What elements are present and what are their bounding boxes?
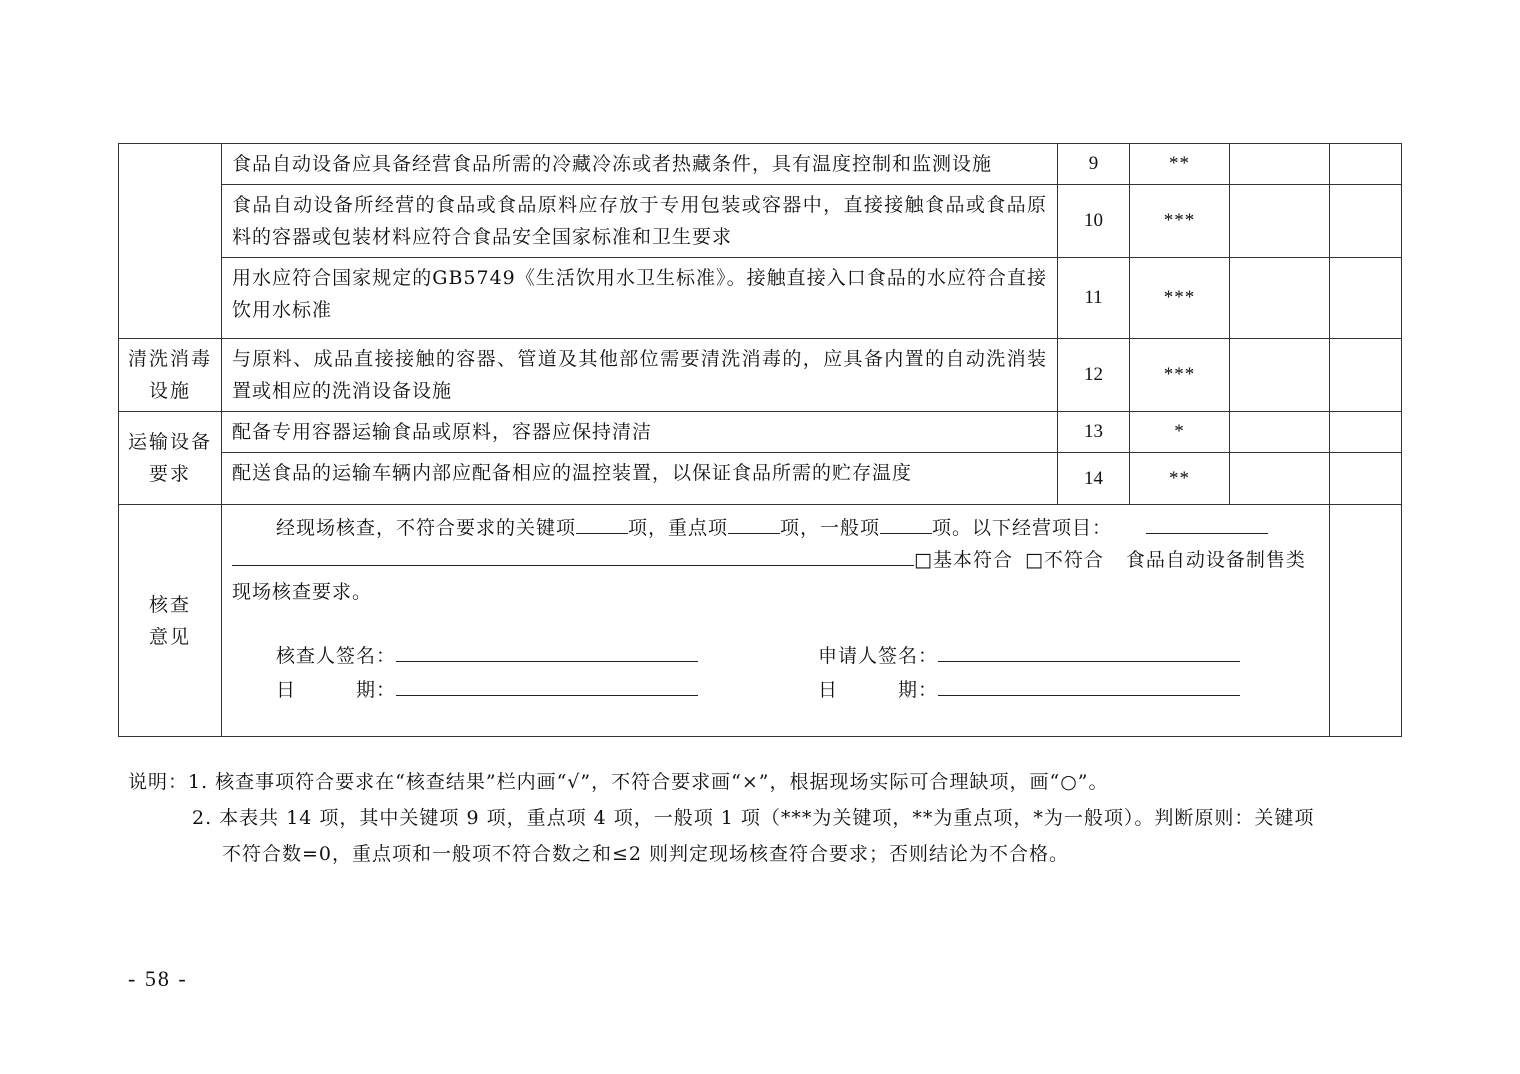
result-cell[interactable] bbox=[1230, 258, 1330, 339]
result-cell[interactable] bbox=[1230, 339, 1330, 412]
item-number: 14 bbox=[1058, 453, 1130, 505]
item-number: 10 bbox=[1058, 185, 1130, 258]
requirement-cell: 食品自动设备应具备经营食品所需的冷藏冷冻或者热藏条件，具有温度控制和监测设施 bbox=[222, 144, 1058, 185]
result-cell[interactable] bbox=[1230, 453, 1330, 505]
applicant-date-label: 日 期： bbox=[818, 679, 939, 701]
table-row bbox=[119, 453, 1402, 505]
inspection-table bbox=[118, 143, 1402, 737]
note-line-3: 不符合数=0，重点项和一般项不符合数之和≤2 则判定现场核查符合要求；否则结论为不合格。 bbox=[222, 843, 1070, 865]
noncompliance-checkbox[interactable]: □不符合 bbox=[1024, 549, 1104, 571]
opinion-line bbox=[276, 513, 1268, 540]
opinion-cell bbox=[222, 505, 1330, 737]
opinion-text: 食品自动设备制售类 bbox=[1125, 549, 1306, 571]
item-number: 13 bbox=[1058, 412, 1130, 453]
inspector-date-label: 日 期： bbox=[276, 679, 397, 701]
opinion-line bbox=[232, 545, 1322, 572]
item-number: 11 bbox=[1058, 258, 1130, 339]
key-item-count-field[interactable] bbox=[576, 513, 628, 534]
importance-level: *** bbox=[1130, 339, 1230, 412]
opinion-row bbox=[119, 505, 1402, 737]
result-cell[interactable] bbox=[1230, 185, 1330, 258]
opinion-label: 核查意见 bbox=[119, 505, 222, 737]
remark-cell[interactable] bbox=[1330, 412, 1402, 453]
table-row bbox=[119, 144, 1402, 185]
category-cell: 清洗消毒设施 bbox=[119, 339, 222, 412]
category-cell bbox=[119, 144, 222, 339]
note-line-2: 2. 本表共 14 项，其中关键项 9 项，重点项 4 项，一般项 1 项（***为关键项，**为重点项，*为一般项）。判断原则：关键项 bbox=[192, 807, 1315, 829]
table-row bbox=[119, 258, 1402, 339]
applicant-signature-field[interactable] bbox=[938, 641, 1240, 662]
table-row bbox=[119, 185, 1402, 258]
remark-cell[interactable] bbox=[1330, 258, 1402, 339]
note-line-1: 说明：1. 核查事项符合要求在“核查结果”栏内画“√”，不符合要求画“×”，根据现场实际可合理缺项，画“○”。 bbox=[128, 771, 1109, 793]
requirement-cell: 配备专用容器运输食品或原料，容器应保持清洁 bbox=[222, 412, 1058, 453]
item-number: 12 bbox=[1058, 339, 1130, 412]
opinion-text: 项。以下经营项目： bbox=[932, 517, 1113, 539]
result-cell[interactable] bbox=[1230, 412, 1330, 453]
importance-level: * bbox=[1130, 412, 1230, 453]
importance-level: ** bbox=[1130, 453, 1230, 505]
inspector-date-field[interactable] bbox=[396, 675, 698, 696]
general-item-count-field[interactable] bbox=[880, 513, 932, 534]
opinion-text: 经现场核查，不符合要求的关键项 bbox=[276, 517, 577, 539]
inspector-signature-label: 核查人签名： bbox=[276, 645, 397, 667]
requirement-cell: 配送食品的运输车辆内部应配备相应的温控装置，以保证食品所需的贮存温度 bbox=[222, 453, 1058, 505]
result-cell[interactable] bbox=[1230, 144, 1330, 185]
category-cell: 运输设备要求 bbox=[119, 412, 222, 505]
importance-level: ** bbox=[1130, 144, 1230, 185]
table-row bbox=[119, 412, 1402, 453]
inspector-signature-line bbox=[276, 641, 698, 668]
remark-cell[interactable] bbox=[1330, 339, 1402, 412]
major-item-count-field[interactable] bbox=[728, 513, 780, 534]
requirement-cell: 用水应符合国家规定的GB5749《生活饮用水卫生标准》。接触直接入口食品的水应符合直接饮用水标准 bbox=[222, 258, 1058, 339]
opinion-line: 现场核查要求。 bbox=[232, 581, 373, 603]
opinion-text: 项，重点项 bbox=[628, 517, 729, 539]
remark-cell[interactable] bbox=[1330, 453, 1402, 505]
inspector-signature-field[interactable] bbox=[396, 641, 698, 662]
business-item-field-continued[interactable] bbox=[232, 545, 914, 566]
requirement-cell: 与原料、成品直接接触的容器、管道及其他部位需要清洗消毒的，应具备内置的自动洗消装置或相应的洗消设备设施 bbox=[222, 339, 1058, 412]
item-number: 9 bbox=[1058, 144, 1130, 185]
basic-compliance-checkbox[interactable]: □基本符合 bbox=[914, 549, 1013, 571]
applicant-signature-line bbox=[818, 641, 1240, 668]
applicant-date-field[interactable] bbox=[938, 675, 1240, 696]
requirement-cell: 食品自动设备所经营的食品或食品原料应存放于专用包装或容器中，直接接触食品或食品原料的容器或包装材料应符合食品安全国家标准和卫生要求 bbox=[222, 185, 1058, 258]
remark-cell[interactable] bbox=[1330, 144, 1402, 185]
page-number: - 58 - bbox=[128, 966, 188, 991]
opinion-text: 项，一般项 bbox=[780, 517, 881, 539]
importance-level: *** bbox=[1130, 185, 1230, 258]
importance-level: *** bbox=[1130, 258, 1230, 339]
applicant-date-line bbox=[818, 675, 1240, 702]
remark-cell[interactable] bbox=[1330, 505, 1402, 737]
business-item-field[interactable] bbox=[1146, 513, 1268, 534]
applicant-signature-label: 申请人签名： bbox=[818, 645, 939, 667]
inspector-date-line bbox=[276, 675, 698, 702]
table-row bbox=[119, 339, 1402, 412]
notes-section bbox=[128, 764, 1314, 872]
remark-cell[interactable] bbox=[1330, 185, 1402, 258]
